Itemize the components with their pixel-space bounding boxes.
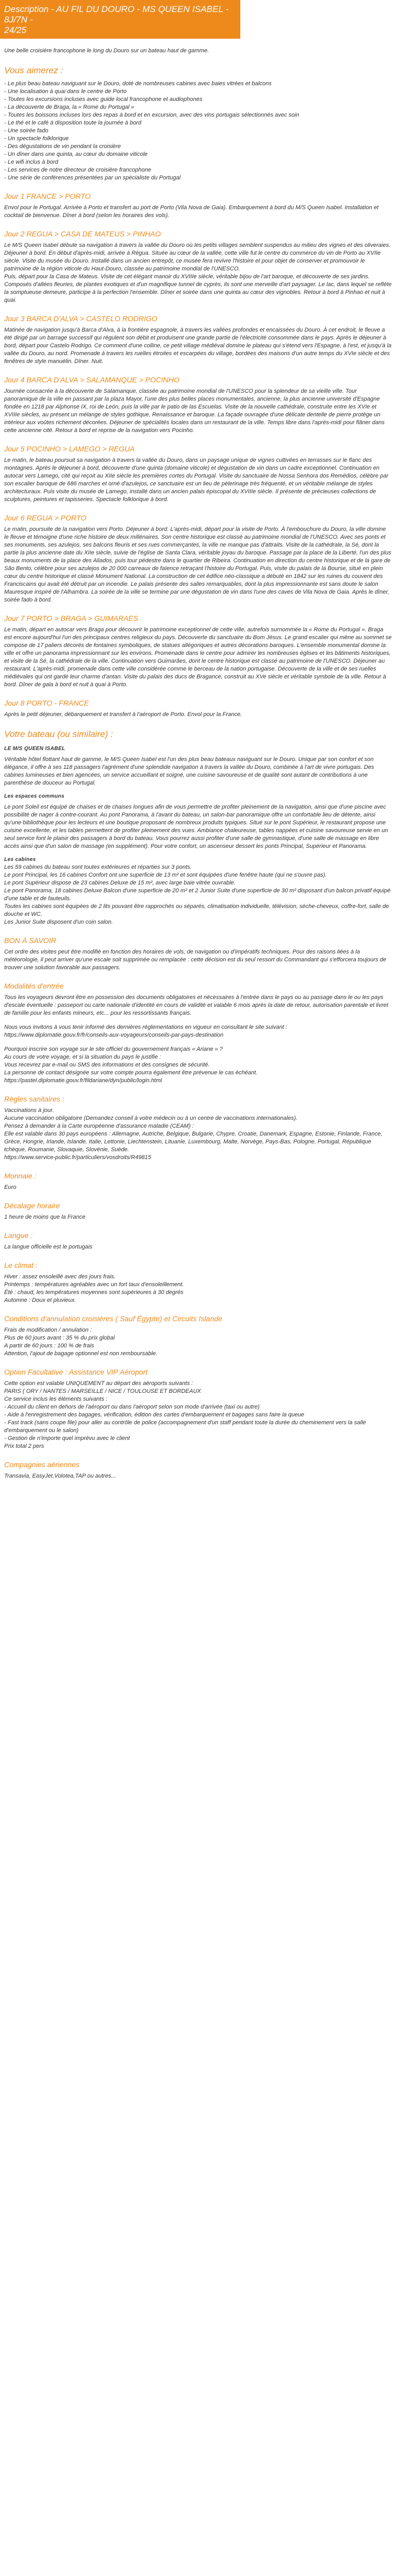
assistance-text: Cette option est valable UNIQUEMENT au départ des aéroports suivants : PARIS ( ORY / NANTES / MARSEILLE / NICE / TOULOUSE ET BORDEAUX Ce service inclus les éléments suivants : - Accueil du client en dehors de l'aéroport ou dans l'aéroport selon son mode d'arrivée (taxi ou autre) - Aide à l'enregistrement des bagages, vérification, édition des cartes d'embarquement et bagages sans faire la queue - Fast track (sans coupe file) pour aller au contrôle de police (accompagnement d'un staff pendant toute la durée du cheminement vers la salle d'embarquement ou le salon) - Gestion de n'importe quel imprévu avec le client Prix total 2 pers (4, 1380, 366, 1449)
boat-name: LE M/S QUEEN ISABEL (4, 746, 65, 752)
day-section (4, 314, 392, 366)
loves-list (4, 80, 392, 182)
spaces-title: Les espaces communs (4, 793, 65, 799)
loves-item: - Les services de notre directeur de croisière francophone (4, 167, 152, 173)
aboard-text: Cet ordre des visites peut être modifié en fonction des horaires de vols, de navigation ou d'impératifs techniques. Pour des raisons liées à la météorologie, il peut arriver qu'une escale soit supprimée ou remplacée : cette décision est du seul ressort du Commandant qui s'efforcera toujours de trouver une solution favorable aux passagers. (4, 949, 387, 971)
day-title: Jour 6 REGUA > PORTO (4, 514, 87, 522)
language-title: Langue : (4, 1231, 33, 1240)
cabins-item: Le pont Principal, les 16 cabines Confort ont une superficie de 13 m² et sont équipées d'une fenêtre haute (qui ne s'ouvre pas). (4, 872, 327, 878)
loves-item: - Un spectacle folklorique (4, 135, 69, 142)
day-section (4, 513, 392, 604)
currency-text: Euro (4, 1184, 17, 1190)
itinerary (4, 191, 392, 719)
day-text: Le matin, le bateau poursuit sa navigation à travers la vallée du Douro, dans un paysage unique de vignes cultivées en terrasses sur le flanc des montagnes. Après le déjeuner à bord, découverte d'une quinta (domaine viticole) et dégustation de vin dans un cadre exceptionnel. Continuation en autocar vers Lamego, cité qui reçoit au XIIe siècle les premières cortes du Portugal. Visite du sanctuaire de Nossa Senhora dos Remédios, célèbre par son escalier baroque de 686 marches et orné d'azulejos, ce sanctuaire est un lieu de pèlerinage très fréquenté, et un véritable mélange de styles architecturaux. Puis visite du musée de Lamego, installé dans un ancien palais épiscopal du XVIIIe siècle. Il présente de précieuses collections de sculptures, peintures et tapisseries. Spectacle folklorique à bord. (4, 457, 389, 503)
loves-title: Vous aimerez : (4, 65, 63, 75)
loves-item: - Toutes les boissons incluses lors des repas à bord et en excursion, avec des vins portugais sélectionnés avec soin (4, 112, 299, 118)
health-title: Règles sanitaires : (4, 1095, 65, 1103)
cabins-item: Le pont Supérieur dispose de 23 cabines Deluxe de 15 m², avec large baie vitrée ouvrable. (4, 880, 236, 886)
intro-text: Une belle croisière francophone le long du Douro sur un bateau haut de gamme. (4, 48, 209, 54)
loves-item: - Le plus beau bateau naviguant sur le Douro, doté de nombreuses cabines avec baies vitrées et balcons (4, 81, 272, 87)
formalities-paragraph: Pourquoi inscrire son voyage sur le site officiel du gouvernement français « Ariane » ? Au cours de votre voyage, et si la situation du pays le justifie : Vous recevrez par e-mail ou SMS des informations et des consignes de sécurité. La personne de contact désignée sur votre compte pourra également être prévenue le cas échéant. https://pastel.diplomatie.gouv.fr/fildariane/dyn/public/login.html (4, 1046, 258, 1084)
day-title: Jour 2 REGUA > CASA DE MATEUS > PINHAO (4, 230, 161, 238)
spaces-text: Le pont Soleil est équipé de chaises et de chaises longues afin de vous permettre de profiter pleinement de la navigation, ainsi que d'une piscine avec possibilité de nager à contre-courant. Au pont Panorama, à l'avant du bateau, un salon-bar panoramique offre un confortable lieu de détente, ainsi qu'une bibliothèque pour les lecteurs et une boutique proposant de nombreux produits typiques. Situé sur le pont Supérieur, le restaurant propose une cuisine excellente, et les tables permettent de profiter pleinement des vues. Ambiance chaleureuse, tables nappées et cuisine savoureuse servie en un seul service font le plaisir des passagers à bord du bateau. Vous pourrez aussi profiter d'une salle de gymnastique, d'une salle de massage en libre accès ainsi que d'un salon de massage (en supplément). Pour votre confort, un ascenseur dessert les ponts Principal, Supérieur et Panorama. (4, 804, 388, 849)
timezone-text: 1 heure de moins que la France (4, 1214, 86, 1220)
health-body (4, 1107, 392, 1162)
loves-item: - Le thé et le café à disposition toute la journée à bord (4, 120, 142, 126)
day-text: Le matin, poursuite de la navigation vers Porto. Déjeuner à bord. L'après-midi, départ pour la visite de Porto. À l'embouchure du Douro, la ville domine le fleuve et témoigne d'une riche histoire de deux millénaires. Son centre historique est classé au patrimoine mondial de l'UNESCO. Avec ses ponts et ses monuments, ses azulejos, ses balcons fleuris et ses rues commerçantes, la ville ne manque pas d'attraits. Visite de la cathédrale, la Sé, dont la partie la plus ancienne date du XIIe siècle, suivie de l'église de Santa Clara, véritable joyau du baroque. Passage par la place de la Liberté, l'un des plus beaux monuments de la place des Aliados, puis tour pédestre dans le quartier de Ribeira. Continuation en direction du centre historique et de la gare de São Bento, célèbre pour ses azulejos de 20 000 carreaux de faïence retraçant l'histoire du Portugal. Puis, visite du palais de la Bourse, situé en plein cœur du centre historique et classé Monument National. La construction de cet édifice néo-classique a débuté en 1842 sur les ruines du couvent des Franciscains qui avait été détruit par un incendie. Le palais présente des salles remarquables, dont la plus impressionnante est sans doute le salon Mauresque inspiré de l'Alhambra. La soirée de la ville se termine par une dégustation de vin dans l'une des caves de Vila Nova de Gaia. Après le dîner, soirée fado à bord. (4, 526, 392, 603)
cancel-title: Conditions d'annulation croisières ( Sauf Égypte) et Circuits Islande (4, 1314, 223, 1323)
day-text: Envol pour le Portugal. Arrivée à Porto et transfert au port de Porto (Vila Nova de Gaia). Embarquement à bord du M/S Queen Isabel. Installation et cocktail de bienvenue. Dîner à bord (selon les horaires des vols). (4, 205, 379, 219)
loves-item: - Le wifi inclus à bord (4, 159, 59, 165)
loves-item: - Une soirée fado (4, 128, 49, 134)
page-title-line1: Description - AU FIL DU DOURO - MS QUEEN ISABEL - 8J/7N - (4, 4, 229, 25)
day-title: Jour 5 POCINHO > LAMEGO > REGUA (4, 445, 135, 453)
cabins-title: Les cabines (4, 857, 36, 863)
currency-title: Monnaie : (4, 1172, 37, 1180)
loves-item: - Un dîner dans une quinta, au cœur du domaine viticole (4, 151, 148, 157)
boat-title: Votre bateau (ou similaire) : (4, 729, 113, 739)
loves-item: - Une série de conférences présentées par un spécialiste du Portugal (4, 175, 181, 181)
day-text: Matinée de navigation jusqu'à Barca d'Alva, à la frontière espagnole, à travers les vallées profondes et encaissées du Douro. À cet endroit, le fleuve a été dirigé par un barrage successif qui régulent son débit et produisent une grande partie de l'électricité consommée dans le pays. Après le déjeuner à bord, départ pour Castelo Rodrigo. Ce comment d'une colline, ce petit village médiéval domine le plateau qui s'étend vers l'Espagne, à l'est, et jusqu'à la vallée du Douro, au nord. Promenade à travers les ruelles étroites et escarpées du village, bordées des maisons d'un autre temps du XVIe siècle et des fenêtres de style manuélin. Dîner. Nuit. (4, 327, 392, 365)
cabins-item: Toutes les cabines sont équipées de 2 lits pouvant être rapprochés ou séparés, climatisation individuelle, télévision, sèche-cheveux, coffre-fort, salle de douche et WC. (4, 903, 389, 917)
climate-title: Le climat : (4, 1261, 38, 1269)
day-text: Après le petit déjeuner, débarquement et transfert à l'aéroport de Porto. Envol pour la France. (4, 711, 242, 718)
day-text: Le M/S Queen Isabel débute sa navigation à travers la vallée du Douro où les petits villages semblent suspendus au milieu des vignes et des oliveraies. Déjeuner à bord. En début d'après-midi, arrivée à Régua. Située au cœur de la vallée, cette ville fut le centre du commerce du vin de Porto au XVIIe siècle. Visite du musée du Douro. Installé dans un ancien entrepôt, ce musée fera revivre l'histoire et pour objet de conserver et promouvoir le patrimoine de la région viticole du Haut-Douro, classée au patrimoine mondial de l'UNESCO. Puis, départ pour la Casa de Mateus. Visite de cet élégant manoir du XVIIIe siècle, véritable bijou de l'art baroque, et découverte de ses jardins. Composés d'allées fleuries, de plantes exotiques et d'un magnifique tunnel de cyprès, ils sont une merveille d'art paysager. Le lac, dans lequel se reflète la somptueuse demeure, participe à la perfection l'ensemble. Dîner et soirée dans une quinta au cœur des vignobles. Retour à bord à Pinhao et nuit à quai. (4, 242, 392, 303)
climate-text: Hiver : assez ensoleillé avec des jours frais. Printemps : températures agréables avec un fort taux d'ensoleillement. Été : chaud, les températures moyennes sont supérieures à 30 degrés Automne : Doux et pluvieux. (4, 1274, 184, 1303)
day-title: Jour 8 PORTO - FRANCE (4, 699, 89, 707)
boat-description: Véritable hôtel flottant haut de gamme, le M/S Queen Isabel est l'un des plus beau bateaux naviguant sur le Douro. Unique par son confort et son élégance, il offre à ses 118 passagers l'agrément d'une splendide navigation à travers la vallée du Douro, combinée à l'art de vivre portugais. Des cabines lumineuses et bien agencées, un service accueillant et soigné, une cuisine savoureuse et de qualité sont autant de contributions à une parenthèse de douceur au Portugal. (4, 756, 375, 786)
loves-item: - Toutes les excursions incluses avec guide local francophone et audiophones (4, 96, 203, 103)
loves-item: - Des dégustations de vin pendant la croisière (4, 143, 121, 150)
airlines-text: Transavia, EasyJet,Volotea,TAP ou autres... (4, 1473, 116, 1479)
day-section (4, 614, 392, 689)
day-section (4, 229, 392, 304)
cabins-item: Les 59 cabines du bateau sont toutes extérieures et réparties sur 3 ponts. (4, 864, 192, 870)
page-title-line2: 24/25 (4, 25, 27, 35)
loves-item: - La découverte de Braga, la « Rome du Portugal » (4, 104, 134, 110)
formalities-title: Modalités d'entrée (4, 982, 64, 990)
day-title: Jour 4 BARCA D'ALVA > SALAMANQUE > POCINHO (4, 376, 180, 384)
formalities-paragraph: Tous les voyageurs devront être en possession des documents obligatoires et nécessaires à l'entrée dans le pays ou au passage dans le ou les pays d'escale éventuelle : passeport ou carte nationale d'identité en cours de validité et valable 6 mois après la date de retour, autorisation parentale et livret de famille pour les enfants mineurs, etc... pour les ressortissants français. (4, 994, 388, 1016)
cabins-list (4, 864, 392, 926)
day-title: Jour 7 PORTO > BRAGA > GUIMARAES (4, 614, 138, 622)
formalities-paragraph: Nous vous invitons à vous tenir informé des dernières réglementations en vigueur en consultant le site suivant : https://www.diplomatie.gouv.fr/fr/conseils-aux-voyageurs/conseils-par-pays-destination (4, 1024, 287, 1038)
language-text: La langue officielle est le portugais (4, 1244, 92, 1250)
content (0, 47, 396, 1480)
day-title: Jour 3 BARCA D'ALVA > CASTELO RODRIGO (4, 314, 158, 323)
day-section (4, 444, 392, 504)
day-text: Le matin, départ en autocar vers Braga pour découvrir le patrimoine exceptionnel de cette ville, autrefois surnommée la « Rome du Portugal ». Braga est encore aujourd'hui l'un des principaux centres religieux du pays. Découverte du sanctuaire du Bom Jésus. Le grand escalier qui mène au sommet se compose de 17 paliers décorés de fontaines symboliques, de statues allégoriques et autres décorations baroques. L'ensemble monumental domine la ville et offre un panorama impressionnant sur les environs. Promenade dans le centre pour admirer les nombreuses églises et les bâtiments historiques, et visite de la Sé, la cathédrale de la ville. Continuation vers Guimarães, dont le centre historique est classé au patrimoine de l'UNESCO. Déjeuner au restaurant. L'après-midi, promenade dans cette ville considérée comme le berceau de la nation portugaise. Découverte de la ville et de ses ruelles médiévales qui ont gardé leur charme d'antan. Visite du palais des ducs de Bragance, construit au XVe siècle et véritable symbole de la ville. Retour à bord. Dîner de gala à bord et nuit à quai à Porto. (4, 627, 392, 688)
formalities-body (4, 994, 392, 1085)
aboard-title: BON À SAVOIR (4, 936, 56, 945)
day-section (4, 698, 392, 719)
day-section (4, 191, 392, 220)
day-section (4, 375, 392, 435)
cancel-text: Frais de modification / annulation : Plus de 60 jours avant : 35 % du prix global A partir de 60 jours : 100 % de frais Attention, l'ajout de bagage optionnel est non remboursable. (4, 1327, 158, 1357)
cabins-item: Le pont Panorama, 18 cabines Deluxe Balcon d'une superficie de 20 m² et 2 Junior Suite d'une superficie de 30 m² disposant d'un balcon privatif équipé d'une table et de fauteuils. (4, 888, 391, 902)
page-title-banner (0, 0, 240, 39)
assistance-title: Option Facultative : Assistance VIP Aéroport (4, 1368, 148, 1376)
airlines-title: Compagnies aériennes (4, 1460, 79, 1469)
day-title: Jour 1 FRANCE > PORTO (4, 192, 91, 200)
timezone-title: Décalage horaire (4, 1201, 60, 1210)
loves-item: - Une localisation à quai dans le centre de Porto (4, 88, 127, 95)
health-paragraph: Vaccinations à jour. Aucune vaccination obligatoire (Demandez conseil à votre médecin ou à un centre de vaccinations internationales). Pensez à demander à la Carte européenne d'assurance maladie (CEAM) : Elle est valable dans 30 pays européens : Allemagne, Autriche, Belgique, Bulgarie, Chypre, Croatie, Danemark, Espagne, Estonie, Finlande, France, Grèce, Hongrie, Irlande, Islande, Italie, Lettonie, Liechtenstein, Lituanie, Luxembourg, Malte, Norvège, Pays-Bas, Pologne, Portugal, République tchèque, Roumanie, Slovaquie, Slovénie, Suède. https://www.service-public.fr/particuliers/vosdroits/R49815 (4, 1107, 382, 1161)
day-text: Journée consacrée à la découverte de Salamanque, classée au patrimoine mondial de l'UNESCO pour la splendeur de sa vieille ville. Tour panoramique de la ville en passant par la plaza Mayor, l'une des plus belles places monumentales, ancienne, la plus ancienne université d'Espagne fondée en 1218 par Alphonse IX, roi de León, puis la ville par le patio de las Escuelas. Visite de la nouvelle cathédrale, construite entre les XVIe et XVIIIe siècles, au présent un mélange de styles gothique, Renaissance et baroque. La façade ouvragée d'une délicate dentelle de pierre protège un intérieur aux voûtes richement décorées. Déjeuner de spécialités locales dans un restaurant de la ville. Temps libre dans l'après-midi pour flâner dans cette ancienne cité. Retour à bord et reprise de la navigation vers Pocinho. (4, 388, 385, 434)
cabins-item: Les Junior Suite disposent d'un coin salon. (4, 919, 113, 925)
